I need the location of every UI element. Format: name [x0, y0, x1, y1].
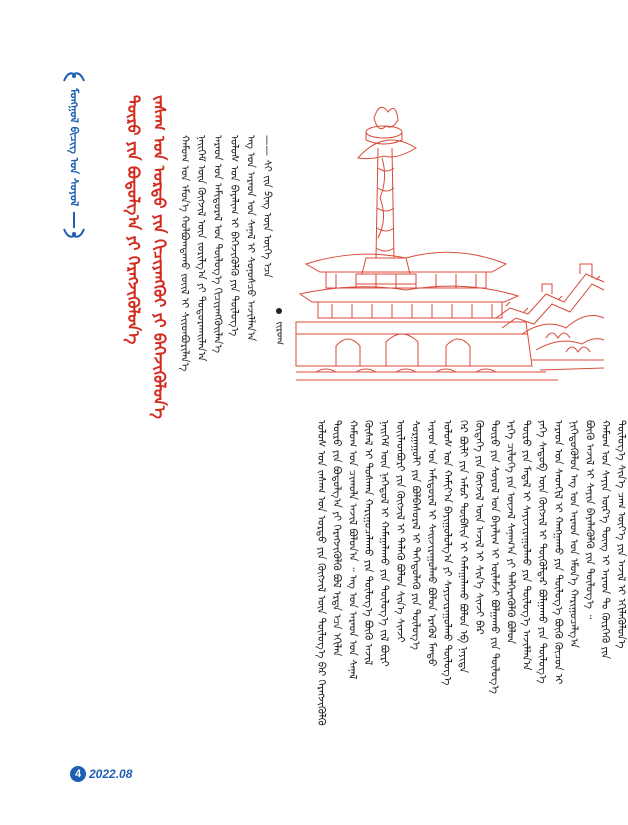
body-line: ᠦᠢᠯᠡᠳᠪᠦᠷᠢ ᠶᠢᠨ ᠬᠥᠭᠵᠢᠯ ᠢ ᠲᠡᠯᠡᠬᠦ ᠪᠣᠯᠤᠨ ᠰᠢᠨ᠎ᠡ ᠰᠢᠨᠵᠢ [393, 420, 406, 643]
caption-text: ᠵᠢᠷᠤᠭ [274, 321, 285, 345]
title-line: ᠲᠥᠷᠥ ᠶᠢᠨ ᠪᠣᠳᠤᠯᠭ᠎ᠠ ᠶᠢ ᠬᠡᠷᠡᠭᠵᠢᠭᠦᠯᠦᠨ᠎ᠡ [124, 95, 143, 345]
body-line: ᠰᠤᠷᠭᠠᠭᠤᠯᠢ ᠶᠢᠨ ᠪᠣᠯᠪᠠᠰᠤᠷᠠᠯ ᠢ ᠳᠡᠭᠡᠳᠦᠯᠡᠬᠦ ᠶᠢᠨ ᠲᠥᠯᠦᠭ᠎ᠡ [409, 420, 422, 650]
page-footer [70, 762, 132, 786]
excerpt-line: ᠨᠡᠢᠭᠡᠮ ᠦᠨ ᠬᠥᠭᠵᠢᠯ ᠦᠨ ᠵᠣᠷᠢᠯᠭ᠎ᠠ ᠶᠢ ᠲᠣᠳᠣᠷᠬᠠᠢᠯᠠᠨ᠎ᠠ [195, 135, 207, 362]
running-title: ᠮᠣᠩᠭᠣᠯ ᠪᠢᠴᠢᠭ ᠤᠨ ᠰᠣᠶᠣᠯ [67, 88, 81, 207]
illustration-caption [270, 308, 288, 358]
bullet-icon [276, 308, 282, 314]
tiananmen-illustration [296, 88, 604, 388]
title-line: ᠵᠠᠰᠠᠭ ᠤᠨ ᠣᠷᠳᠣ ᠶᠢᠨ ᠬᠢᠴᠢᠶᠡᠩᠭᠦᠢ ᠶᠢ ᠪᠡᠬᠡᠵᠢᠭᠦᠯᠦᠨ᠎ᠡ [150, 95, 169, 419]
body-line: ᠪᠦᠬᠦ ᠠᠵᠢᠯ ᠢ ᠰᠠᠶᠢᠨ ᠪᠡᠶᠡᠯᠡᠭᠦᠯᠬᠦ ᠶᠢᠨ ᠲᠥᠯᠦᠭ᠎ᠡ ᠃ [583, 420, 596, 620]
body-line: ᠤᠯᠤᠰ ᠤᠨ ᠵᠠᠰᠠᠭ ᠤᠨ ᠣᠷᠳᠣ ᠶᠢᠨ ᠬᠥᠭᠵᠢᠯ ᠦᠨ ᠲᠥᠯᠦᠭ᠎ᠡ ᠪᠠᠷ ᠬᠡᠷᠡᠭᠵᠢᠭᠦᠯᠬᠦ [314, 420, 327, 726]
excerpt-line: ᠡᠩ ᠤᠨ ᠠᠷᠠᠳ ᠤᠨ ᠰᠠᠨᠠᠯ ᠢ ᠰᠣᠨᠣᠰᠴᠤ ᠠᠵᠢᠯᠯᠠᠨ᠎ᠠ [244, 135, 257, 342]
body-line: ᠨᠡᠢᠭᠡᠮ ᠦᠨ ᠨᠡᠭᠡᠳᠦᠯ ᠢ ᠬᠠᠮᠠᠭᠠᠯᠠᠬᠤ ᠶᠢᠨ ᠲᠥᠯᠦᠭ᠎ᠡ ᠵᠢᠯ ᠪᠦᠷᠢ [377, 420, 390, 667]
excerpt-line: ᠬᠠᠮᠤᠭ ᠤᠨ ᠡᠮᠦᠨ᠎ᠡ ᠬᠣᠯᠪᠣᠭᠳᠠᠬᠤ ᠵᠦᠢᠯ ᠢ ᠰᠢᠢᠳᠪᠦᠷᠢᠯᠡᠨ᠎ᠡ [178, 135, 191, 372]
body-line: ᠠᠷᠠᠳ ᠤᠨ ᠠᠮᠢᠳᠤᠷᠠᠯ ᠢ ᠰᠠᠢᠵᠢᠷᠠᠭᠤᠯᠬᠤ ᠪᠣᠯᠤᠨ ᠡᠷᠡᠭᠦᠯ ᠮᠡᠨᠳᠦ [425, 420, 438, 667]
body-line: ᠬᠠᠮᠤᠭ ᠤᠨ ᠴᠢᠬᠤᠯᠠ ᠠᠵᠢᠯ ᠪᠣᠯᠤᠨ᠎ᠠ ᠃ ᠡᠩ ᠤᠨ ᠠᠷᠠᠳ ᠤᠨ ᠰᠠᠨᠠᠯ [346, 420, 359, 680]
body-line: ᠬᠥᠳᠡᠭᠡ ᠶᠢᠨ ᠬᠥᠭᠵᠢᠯ ᠦᠨ ᠠᠵᠢᠯ ᠢ ᠰᠢᠨ᠎ᠡ ᠰᠢᠨᠵᠢ ᠪᠠᠷ [472, 420, 485, 635]
body-line: ᠬᠦᠰᠡᠯ ᠢ ᠲᠤᠰᠬᠠᠨ ᠬᠠᠷᠢᠭᠤᠴᠠᠯᠠᠬᠤ ᠶᠢᠨ ᠲᠥᠯᠦᠭ᠎ᠡ ᠪᠦᠬᠦ ᠠᠵᠢᠯ [362, 420, 375, 666]
page-number: 4 [70, 766, 86, 782]
ornament-icon [63, 70, 85, 82]
article-body [312, 420, 628, 810]
ornament-icon [63, 228, 85, 240]
body-line: ᠲᠥᠯᠦᠭ᠎ᠡ ᠰᠢᠨ᠎ᠡ ᠴᠠᠭ ᠦᠶ᠎ᠡ ᠶᠢᠨ ᠠᠵᠢᠯ ᠢ ᠡᠬᠢᠯᠡᠭᠦᠯᠦᠨ᠎ᠡ [614, 420, 627, 649]
excerpt-line: ᠤᠯᠤᠰ ᠤᠨ ᠪᠠᠶᠠᠯᠢᠭ ᠢ ᠪᠡᠬᠡᠵᠢᠭᠦᠯᠬᠦ ᠶᠢᠨ ᠲᠥᠯᠦᠭ᠎ᠡ [228, 135, 240, 337]
header-rule [73, 212, 75, 228]
body-line: ᠡᠷᠬᠡ ᠴᠢᠯᠥᠭᠡ ᠶᠢᠨ ᠦᠵᠡᠯ ᠰᠠᠨᠠᠭ᠎ᠠ ᠶᠢ ᠳᠡᠯᠭᠡᠷᠡᠭᠦᠯᠬᠦ ᠪᠣᠯᠤᠨ [504, 420, 517, 645]
body-line: ᠠᠷᠠᠳ ᠤᠨ ᠰᠡᠳᠬᠢᠯ ᠢ ᠬᠠᠩᠭᠠᠬᠤ ᠶᠢᠨ ᠲᠥᠯᠦᠭ᠎ᠡ ᠪᠦᠬᠦ ᠬᠦᠴᠦᠨ ᠢ [551, 420, 564, 685]
issue-date: 2022.08 [89, 767, 133, 781]
body-line: ᠬᠠᠮᠤᠭ ᠤᠨ ᠰᠠᠶᠢᠨ ᠦᠷ᠎ᠡ ᠳᠦᠩ ᠢ ᠠᠷᠠᠳ ᠲᠤ ᠬᠦᠷᠭᠡᠬᠦ ᠶᠢᠨ [599, 420, 612, 660]
body-line: ᠭᠡᠷ ᠪᠦᠯᠢ ᠶᠢᠨ ᠠᠮᠤᠷ ᠲᠦᠪᠰᠢᠨ ᠢ ᠬᠠᠮᠠᠭᠠᠯᠠᠬᠤ ᠪᠣᠯᠤᠨ ᠡᠪ ᠨᠡᠶᠢᠲᠡ [456, 420, 469, 674]
excerpt-attribution: —— ᠰᠢ ᠵᠢᠨ ᠫᠢᠩ ᠦᠨ ᠦᠭᠡ ᠡᠴᠡ [261, 135, 273, 278]
article-title [120, 95, 172, 419]
body-line: ᠲᠥᠷᠥ ᠶᠢᠨ ᠮᠡᠳᠡᠯ ᠢ ᠰᠠᠶᠢᠵᠢᠷᠠᠭᠤᠯᠬᠤ ᠶᠢᠨ ᠲᠥᠯᠦᠭ᠎ᠡ ᠠᠵᠢᠯᠯᠠᠨ᠎ᠠ [520, 420, 533, 671]
running-header [56, 70, 92, 240]
body-line: ᠤᠯᠤᠰ ᠤᠨ ᠬᠠᠮᠢᠶ᠎ᠠ ᠪᠠᠶᠢᠭᠤᠯᠤᠯᠭ᠎ᠠ ᠶᠢ ᠰᠠᠶᠢᠵᠢᠷᠠᠭᠤᠯᠬᠤ ᠲᠥᠯᠦᠭ᠎ᠡ [441, 420, 454, 686]
body-line: ᠲᠥᠷᠥ ᠶᠢᠨ ᠪᠣᠳᠤᠯᠭ᠎ᠠ ᠶᠢ ᠬᠡᠷᠡᠭᠵᠢᠭᠦᠯᠬᠦ ᠪᠣᠯ ᠡᠷᠲᠡ ᠡᠴᠡ ᠡᠬᠢᠯᠡᠨ [330, 420, 343, 657]
body-line: ᠨᠢᠭᠡᠳᠦᠭᠦᠯᠦᠨ ᠡᠩ ᠤᠨ ᠠᠷᠠᠳ ᠤᠨ ᠡᠮᠦᠨ᠎ᠡ ᠬᠠᠷᠢᠭᠤᠴᠠᠯᠭ᠎ᠠ [567, 420, 580, 648]
excerpt-line: ᠠᠷᠠᠳ ᠤᠨ ᠠᠮᠢᠳᠤᠷᠠᠯ ᠤᠨ ᠲᠥᠯᠦᠭ᠎ᠡ ᠬᠢᠴᠢᠶᠡᠩᠭᠦᠢᠯᠡᠨ᠎ᠡ [211, 135, 224, 354]
body-line: ᠲᠥᠷᠥ ᠶᠢᠨ ᠰᠣᠶᠣᠯ ᠤᠨ ᠪᠠᠶᠠᠯᠢᠭ ᠢ ᠦᠯᠡᠮᠵᠢ ᠪᠣᠯᠭᠠᠬᠤ ᠶᠢᠨ ᠲᠥᠯᠦᠭ᠎ᠡ [488, 420, 501, 694]
body-line: ᠶᠡᠬᠡ ᠰᠡᠳᠦᠪ ᠦᠨ ᠬᠥᠭᠵᠢᠯ ᠢ ᠲᠥᠭᠦᠯᠳᠡᠷ ᠪᠣᠯᠭᠠᠬᠤ ᠶᠢᠨ ᠲᠥᠯᠦᠭ᠎ᠡ [535, 420, 548, 684]
quote-excerpt [176, 135, 275, 385]
